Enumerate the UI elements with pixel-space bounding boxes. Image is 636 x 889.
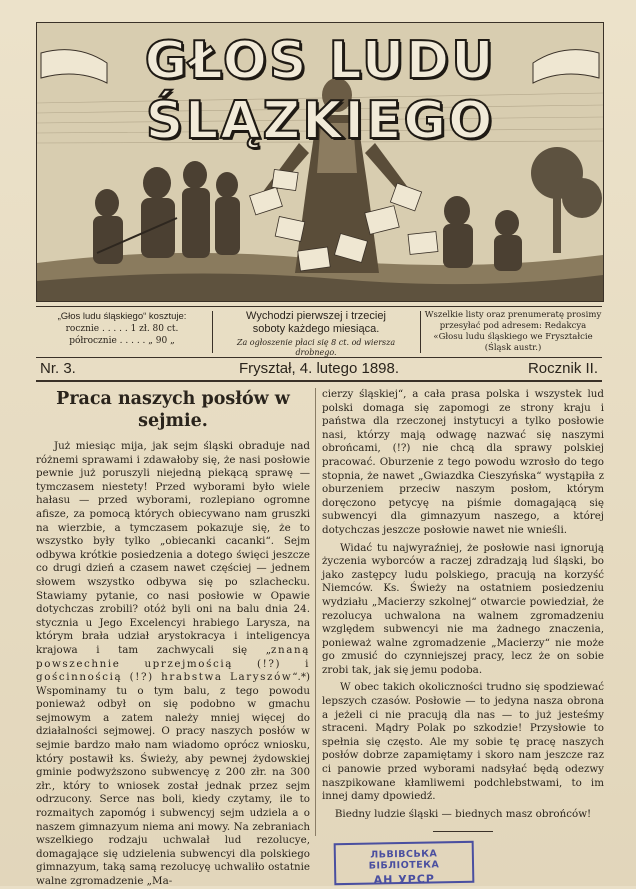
closing-line: Biedny ludzie śląski — biednych masz obrońców! xyxy=(334,807,592,820)
publication-schedule xyxy=(216,310,416,358)
article-paragraph: W obec takich okoliczności trudno się spodziewać lepszych czasów. Posłowie — to jedyna nasza obrona a jeżeli ci nie pracują dla nas — to już jesteśmy straceni. Mądry Polak po szkodzie! Przysłowie to spełnia się często. Ale my sobie tę pracę naszych posłów dobrze zapamiętamy i skoro nam jeszcze raz ci panowie przed wyborami nadsyłać będą odezwy naszpikowane kłamliwemi podchlebstwami, to im innej damy dpowiedź. xyxy=(322,681,604,803)
price-yearly: rocznie . . . . . 1 zł. 80 ct. xyxy=(65,324,179,334)
editorial-address: Wszelkie listy oraz prenumeratę prosimy przesyłać pod adresem: Redakcya «Głosu ludu śląskiego we Fryształcie (Śląsk austr.) xyxy=(424,310,602,353)
article-column-left xyxy=(36,388,310,889)
place-date: Fryształ, 4. lutego 1898. xyxy=(238,360,400,377)
column-rule xyxy=(315,388,316,836)
library-stamp xyxy=(334,841,475,885)
schedule-line1: Wychodzi pierwszej i trzeciej xyxy=(246,310,386,322)
stamp-line2: АН УРСР xyxy=(373,872,436,887)
spaced-emphasis: znaną powszechnie uprzejmością (!?) i gościnnością (!?) hrabstwa Laryszów xyxy=(36,643,310,684)
masthead xyxy=(36,22,604,302)
price-heading: „Głos ludu śląskiego“ kosztuje: xyxy=(57,311,187,322)
article-paragraph: cierzy śląskiej“, a cała prasa polska i wszystek lud polski domaga się zapomogi ze strony kraju i państwa dla rzeczonej instytucyi a tylko posłowie nasi, którzy mają odwagę nazwać się naszymi obrońcami, (!?) nie chcą dla sprawy polskiej pracować. Oburzenie z tego powodu wzrosło do tego stopnia, że nawet „Gwiazdka Cieszyńska“ wystąpiła z oburzeniem przeciw naszym posłom, którym doręczono petycyę na piśmie domagającą się subwencyi dla gimnazyum naszego, a której dotychczas jeszcze posłowie nawet nie wnieśli. xyxy=(322,388,604,536)
dateline xyxy=(36,360,602,382)
info-divider xyxy=(212,311,213,353)
price-halfyear: półrocznie . . . . . „ 90 „ xyxy=(69,336,175,346)
subscription-prices xyxy=(36,311,208,347)
info-divider xyxy=(420,311,421,353)
paragraph-text: Już miesiąc mija, jak sejm śląski obraduje nad różnemi sprawami i zdawałoby się, że nasi posłowie pewnie już poruszyli niejedną piekącą sprawę — tymczasem niestety! Przed wyborami było wiele hałasu — przed wyborami, rozlepiano ogromne afisze, za pomocą których obiecywano nam gruszki na wierzbie, a tymczasem pokazuje się, że to wszystko były tylko „obiecanki cacanki“. Sejm odbywa krótkie posiedzenia a dotego święci jeszcze co drugi dzień a czasem nawet częściej — jednem słowem wszystko odbywa się po szlachecku. Stawiamy pytanie, co nasi posłowie w Opawie dotychczas zrobili? otóż byli oni na balu dnia 24. stycznia u Jego Excelencyi hrabiego Larysza, na którym brała udział arystokracya i inteligencya krajowa i tam zachwycali się „ xyxy=(36,440,310,656)
info-strip xyxy=(36,306,602,358)
ad-price: Za ogłoszenie płaci się 8 ct. od wiersza drobnego. xyxy=(236,338,396,357)
article-paragraph xyxy=(36,440,310,889)
volume-number: Rocznik II. xyxy=(527,360,598,377)
schedule-line2: soboty każdego miesiąca. xyxy=(252,323,380,335)
masthead-title: GŁOS LUDU ŚLĄZKIEGO xyxy=(144,31,496,151)
issue-number: Nr. 3. xyxy=(40,360,76,377)
article-column-right xyxy=(322,388,604,832)
end-rule xyxy=(433,831,493,832)
paragraph-text: “.*) Wspominamy tu o tym balu, z tego powodu ponieważ odbył on się podobno w gmachu sejmowym a zatem należy mniej więcej do działalności sejmowej. O pracy naszych posłów w sejmie bardzo mało nam wiadomo oprócz wniosku, który postawił ks. Świeży, aby pewnej żydowskiej gminie podwyższono subwencyę z 200 złr. na 300 złr., który to wniosek został jednak przez sejm odrzucony. Serce nas boli, kiedy czytamy, ile to rozmaitych zapomóg i subwencyj sejm udziela a o naszem gimnazyum niema ani mowy. Na zebraniach wszelkiego rodzaju uchwalał lud rezolucye, domagające się udzielenia subwencyi dla polskiego gimnazyum, taką samą rezolucyę uchwaliło ostatnie walne zgromadzenie „Ma- xyxy=(36,671,310,887)
stamp-line1: ЛЬВІВСЬКА БІБЛІОТЕКА xyxy=(368,848,440,872)
article-title: Praca naszych posłów w sejmie. xyxy=(56,389,290,431)
article-paragraph: Widać tu najwyraźniej, że posłowie nasi ignorują życzenia wyborców a raczej zdradzają lud śląski, bo jako zastępcy ludu polskiego, pracują na korzyść Niemców. Ks. Świeży na ostatniem posiedzeniu wydziału „Macierzy szkolnej“ otwarcie powiedział, że rezolucya uchwalona na walnem zgromadzeniu względem subwencyi nie ma żadnego znaczenia, ponieważ walne zgromadzenie „Macierzy“ nie może go zmusić do czynniejszej pracy, lecz że on sobie zrobi tak, jak się jemu podoba. xyxy=(322,541,604,676)
